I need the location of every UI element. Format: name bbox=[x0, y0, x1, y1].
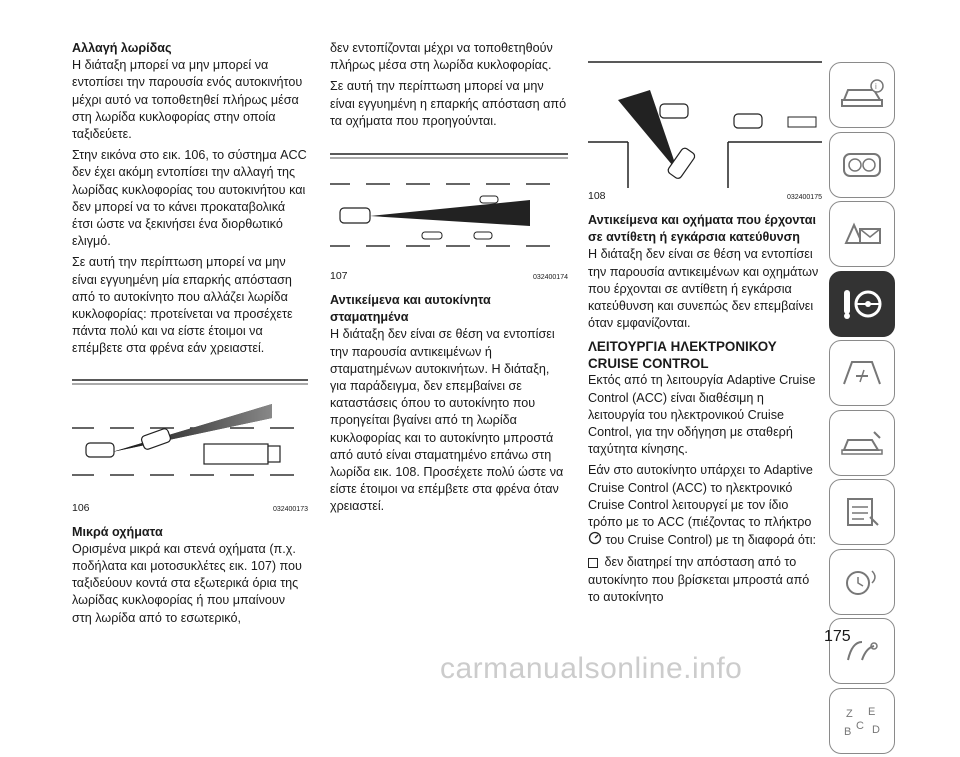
figure-number: 107 bbox=[330, 270, 348, 283]
paragraph: Σε αυτή την περίπτωση μπορεί να μην είναι εγγυημένη η επαρκής απόσταση από τα οχήματα που προηγούνται. bbox=[330, 79, 567, 128]
figure-code: 032400175 bbox=[786, 194, 822, 201]
column-3 bbox=[588, 40, 822, 610]
figure-108 bbox=[588, 60, 822, 188]
paragraph: Η διάταξη δεν είναι σε θέση να εντοπίσει την παρουσία αντικειμένων ή σταματημένων αυτοκινήτων. Η διάταξη, για παράδειγμα, δεν επεμβαίνει σε καταστάσεις όπου το αυτοκίνητο που προηγείται βγαίνει από τη λωρίδα κυκλοφορίας και το αυτοκίνητο μπροστά από αυτό είναι σταματημένο επάνω στη λωρίδα εικ. 108. Προσέχετε πολύ ώστε να είστε έτοιμοι να επέμβετε στα φρένα όταν χρειαστεί. bbox=[330, 327, 564, 514]
paragraph: Η διάταξη μπορεί να μην μπορεί να εντοπίσει την παρουσία ενός αυτοκινήτου μέχρι αυτό να τοποθετηθεί πλήρως μέσα στη λωρίδα κυκλοφορίας στην οποία ταξιδεύετε. bbox=[72, 58, 303, 142]
column-1 bbox=[72, 40, 308, 631]
cruise-control-heading: ΛΕΙΤΟΥΡΓΙΑ ΗΛΕΚΤΡΟΝΙΚΟΥ CRUISE CONTROL bbox=[588, 339, 777, 372]
svg-text:Z: Z bbox=[846, 707, 853, 720]
figure-number: 106 bbox=[72, 501, 90, 514]
lane-change-heading: Αλλαγή λωρίδας bbox=[72, 41, 172, 55]
warning-envelope-icon[interactable] bbox=[829, 201, 895, 267]
car-info-icon[interactable] bbox=[829, 62, 895, 128]
figure-code: 032400174 bbox=[532, 274, 568, 282]
paragraph: Ορισμένα μικρά και στενά οχήματα (π.χ. ποδήλατα και μοτοσυκλέτες εικ. 107) που ταξιδεύουν κοντά στα εξωτερικά όρια της λωρίδας κυκλοφορίας ή που μπαίνουν στη λωρίδα από το εσωτερικό, bbox=[72, 541, 302, 625]
cruise-control-button-icon bbox=[588, 531, 602, 550]
dashboard-icon[interactable] bbox=[829, 132, 895, 198]
svg-text:B: B bbox=[844, 725, 852, 738]
small-vehicles-heading: Μικρά οχήματα bbox=[72, 524, 163, 539]
paragraph: δεν εντοπίζονται μέχρι να τοποθετηθούν πλήρως μέσα στη λωρίδα κυκλοφορίας. bbox=[330, 41, 553, 73]
paragraph: Σε αυτή την περίπτωση μπορεί να μην είναι εγγυημένη μία επαρκής απόσταση από το αυτοκίνητο που αλλάζει λωρίδα κυκλοφορίας: προτείνεται να προσέχετε πάντα πολύ και να είστε έτοιμοι να επέμβετε στα φρένα εάν χρειαστεί. bbox=[72, 255, 293, 356]
technical-data-icon[interactable] bbox=[829, 549, 895, 615]
oncoming-objects-heading: Αντικείμενα και οχήματα που έρχονται σε αντίθετη ή εγκάρσια κατεύθυνση bbox=[588, 213, 816, 245]
figure-107 bbox=[330, 144, 568, 268]
svg-text:i: i bbox=[875, 82, 877, 91]
figure-caption bbox=[330, 270, 568, 284]
watermark: carmanualsonline.info bbox=[440, 652, 743, 685]
bullet-item: δεν διατηρεί την απόσταση από το αυτοκίνητο που βρίσκεται μπροστά από το αυτοκίνητο bbox=[588, 555, 810, 604]
road-safety-icon[interactable] bbox=[829, 340, 895, 406]
figure-number: 108 bbox=[588, 190, 606, 202]
figure-106 bbox=[72, 370, 308, 500]
index-icon[interactable] bbox=[829, 688, 895, 754]
paragraph: Η διάταξη δεν είναι σε θέση να εντοπίσει την παρουσία αντικειμένων και οχημάτων που έρχονται σε αντίθετη ή εγκάρσια κατεύθυνση και συνεπώς δεν επεμβαίνει όταν εμφανίζονται. bbox=[588, 247, 819, 331]
svg-text:D: D bbox=[872, 723, 880, 736]
lane-change-illustration bbox=[72, 370, 308, 500]
stationary-objects-heading: Αντικείμενα και αυτοκίνητα σταματημένα bbox=[330, 293, 491, 325]
svg-text:C: C bbox=[856, 719, 864, 732]
page-number: 175 bbox=[824, 628, 851, 645]
maintenance-icon[interactable] bbox=[829, 479, 895, 545]
oncoming-vehicles-illustration bbox=[588, 60, 822, 188]
bullet-arrow-icon bbox=[588, 558, 598, 568]
chapter-tabs bbox=[829, 62, 895, 757]
svg-text:E: E bbox=[868, 705, 876, 718]
paragraph: Εκτός από τη λειτουργία Adaptive Cruise Control (ACC) είναι διαθέσιμη η λειτουργία του ηλεκτρονικού Cruise Control, για την οδήγηση με σταθερή ταχύτητα κίνησης. bbox=[588, 373, 816, 457]
steering-key-icon[interactable] bbox=[829, 271, 895, 337]
small-vehicles-illustration bbox=[330, 144, 568, 268]
column-2 bbox=[330, 40, 568, 520]
paragraph: Εάν στο αυτοκίνητο υπάρχει το Adaptive Cruise Control (ACC) το ηλεκτρονικό Cruise Control λειτουργεί με τον ίδιο τρόπο με το ACC (πιέζοντας το πλήκτρο του Cruise Control) με τη διαφορά ότι: bbox=[588, 462, 822, 550]
paragraph: Στην εικόνα στο εικ. 106, το σύστημα ACC δεν έχει ακόμη εντοπίσει την αλλαγή της λωρίδας κυκλοφορίας του αυτοκινήτου και δεν μπορεί να το κάνει προκαταβολικά έτσι ώστε να ξεκινήσει ένα διορθωτικό ελιγμό. bbox=[72, 148, 307, 249]
car-tools-icon[interactable] bbox=[829, 410, 895, 476]
figure-caption bbox=[72, 502, 308, 516]
figure-caption bbox=[588, 190, 822, 204]
figure-code: 032400173 bbox=[272, 505, 308, 513]
